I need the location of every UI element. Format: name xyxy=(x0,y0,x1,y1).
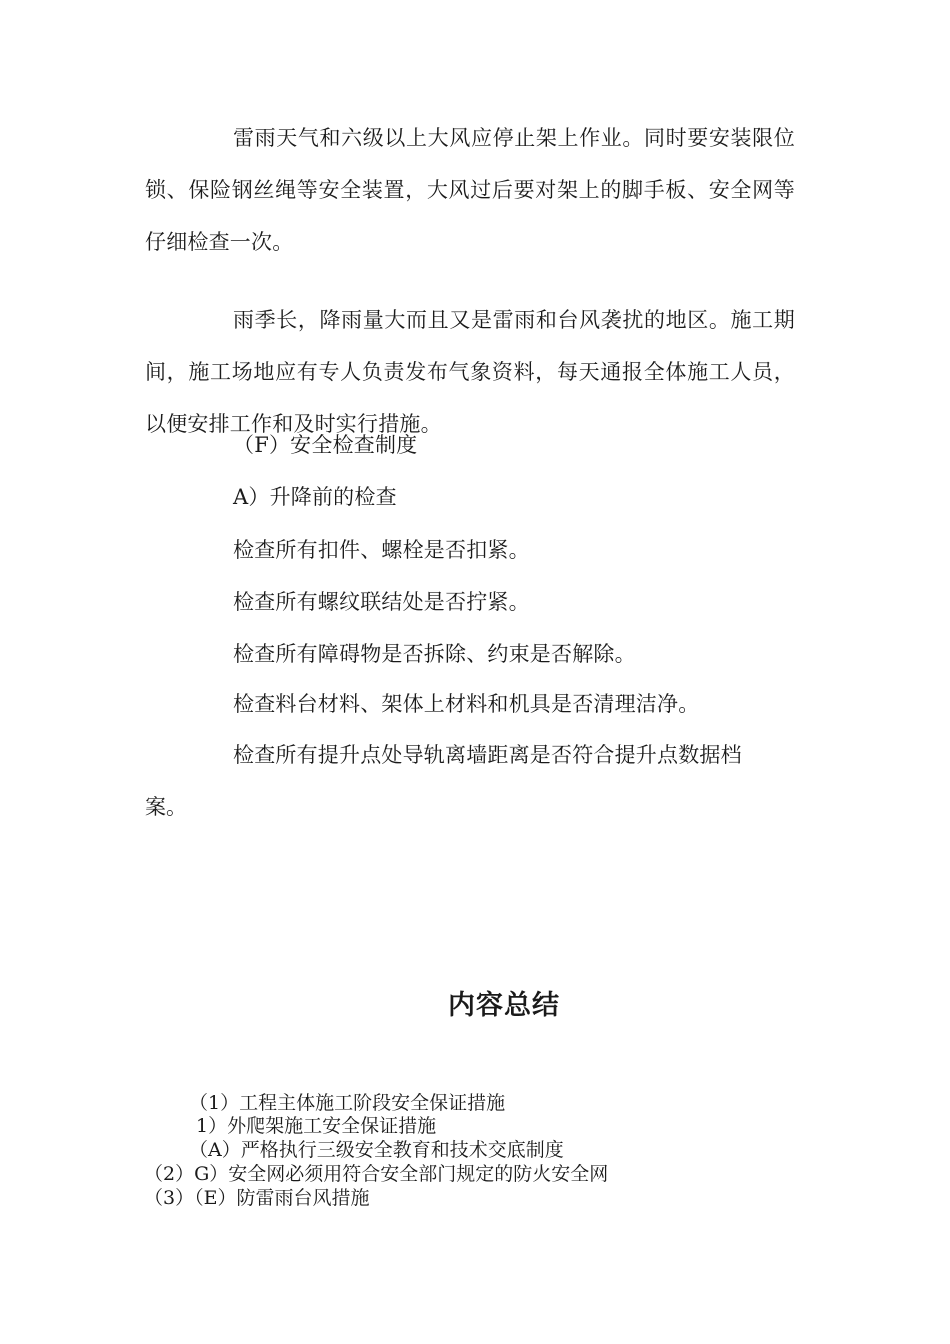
summary-item: （A）严格执行三级安全教育和技术交底制度 xyxy=(189,1139,564,1161)
section-heading-safety-inspection: （F）安全检查制度 xyxy=(233,433,418,457)
summary-item: （1）工程主体施工阶段安全保证措施 xyxy=(189,1092,506,1114)
check-item-guide-rail: 检查所有提升点处导轨离墙距离是否符合提升点数据档 xyxy=(233,743,742,767)
summary-item: （3）（E）防雷雨台风措施 xyxy=(144,1187,370,1209)
summary-title: 内容总结 xyxy=(448,990,560,1021)
check-item-fasteners: 检查所有扣件、螺栓是否扣紧。 xyxy=(233,538,530,562)
check-item-materials: 检查料台材料、架体上材料和机具是否清理洁净。 xyxy=(233,692,700,716)
paragraph-thunderstorm: 雷雨天气和六级以上大风应停止架上作业。同时要安装限位锁、保险钢丝绳等安全装置，大风过后要对架上的脚手板、安全网等仔细检查一次。 xyxy=(145,126,795,254)
summary-item: （2）G）安全网必须用符合安全部门规定的防火安全网 xyxy=(144,1163,609,1185)
check-item-obstacles: 检查所有障碍物是否拆除、约束是否解除。 xyxy=(233,642,636,666)
summary-item: 1）外爬架施工安全保证措施 xyxy=(196,1115,437,1137)
paragraph-rainy-season: 雨季长，降雨量大而且又是雷雨和台风袭扰的地区。施工期间，施工场地应有专人负责发布气象资料，每天通报全体施工人员，以便安排工作和及时实行措施。 xyxy=(145,308,795,436)
check-item-guide-rail-continued: 案。 xyxy=(145,795,187,819)
subheading-pre-lift-inspection: A）升降前的检查 xyxy=(233,485,397,509)
check-item-threads: 检查所有螺纹联结处是否拧紧。 xyxy=(233,590,530,614)
